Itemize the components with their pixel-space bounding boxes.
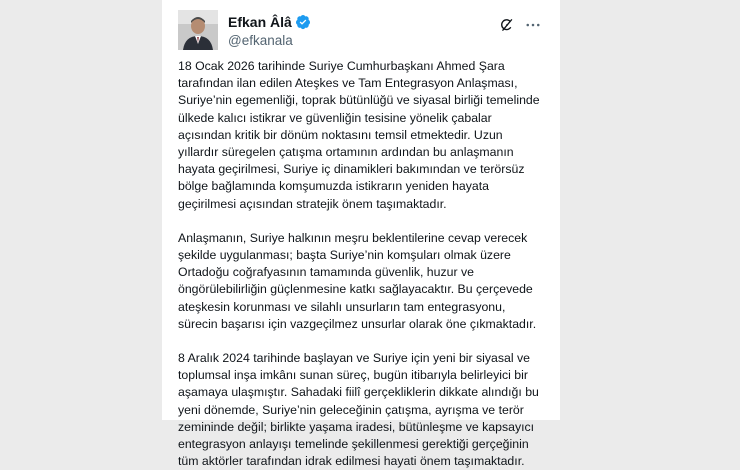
tweet-text: [178, 58, 542, 470]
user-avatar-icon: [178, 10, 218, 50]
tweet-paragraph-3: 8 Aralık 2024 tarihinde başlayan ve Suriye için yeni bir siyasal ve toplumsal inşa imkânı sunan süreç, bugün itibarıyla belirleyici bir aşamaya ulaşmıştır. Sahadaki fiilî gerçekliklerin dikkate alındığı bu yeni dönemde, Suriye’nin geleceğinin çatışma, ayrışma ve terör zemininde değil; birlikte yaşama iradesi, bütünleşme ve kapsayıcı entegrasyon anlayışı temelinde şekillenmesi gerektiği gerçeğinin tüm aktörler tarafından idrak edilmesi hayati önem taşımaktadır.: [178, 351, 539, 469]
tweet-card: [162, 0, 560, 469]
tweet-paragraph-1: 18 Ocak 2026 tarihinde Suriye Cumhurbaşkanı Ahmed Şara tarafından ilan edilen Ateşkes ve Tam Entegrasyon Anlaşması, Suriye’nin egemenliği, toprak bütünlüğü ve siyasal birliği temelinde ülkede kalıcı istikrar ve güvenliğin tesisine yönelik çabalar açısından kritik bir dönüm noktasını temsil etmektedir. Uzun yıllardır süregelen çatışma ortamının ardından bu anlaşmanın hayata geçirilmesi, Suriye iç dinamikleri bakımından ve terörsüz bölge bağlamında komşumuzda istikrarın yeniden hayata geçirilmesi açısından stratejik önem taşımaktadır.: [178, 59, 540, 211]
avatar[interactable]: [178, 10, 218, 50]
more-icon[interactable]: [524, 16, 542, 34]
author-handle[interactable]: @efkanala: [228, 33, 293, 48]
tweet-paragraph-2: Anlaşmanın, Suriye halkının meşru beklentilerine cevap verecek şekilde uygulanması; başta Suriye’nin komşuları olmak üzere Ortadoğu coğrafyasının tamamında güvenlik, huzur ve öngörülebilirliğin güçlenmesine katkı sağlayacaktır. Bu çerçevede ateşkesin korunması ve silahlı unsurların tam entegrasyonu, sürecin başarısı için vazgeçilmez unsurlar olarak öne çıkmaktadır.: [178, 230, 537, 331]
verified-badge-icon: [295, 14, 311, 30]
author-block: [228, 13, 311, 48]
author-display-name[interactable]: Efkan Âlâ: [228, 14, 292, 30]
tweet-header: [178, 10, 542, 58]
grok-icon[interactable]: [498, 16, 516, 34]
name-row: [228, 13, 311, 31]
